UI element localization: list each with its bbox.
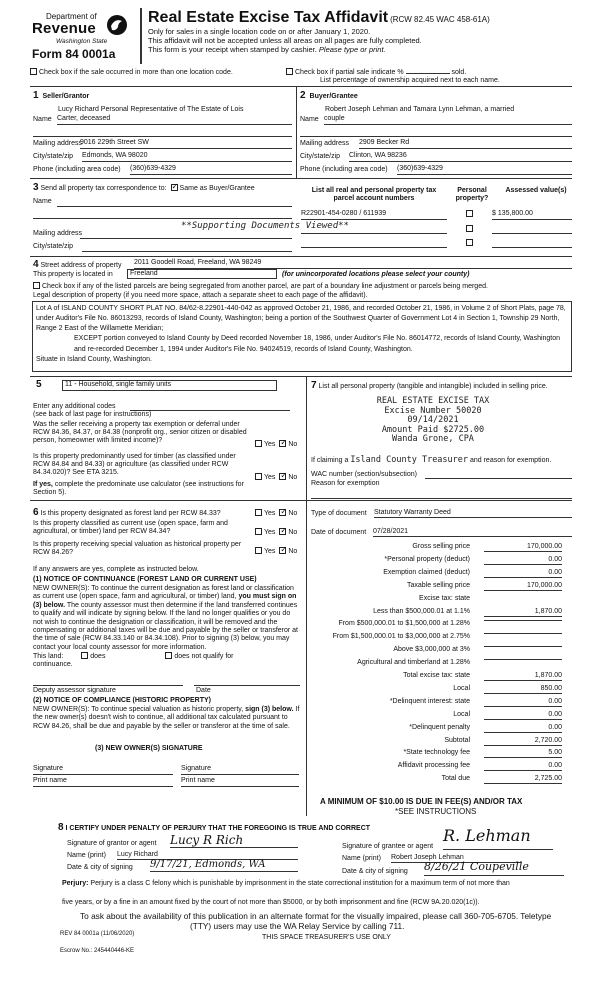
seller-heading: [33, 90, 89, 102]
section3-heading: [33, 182, 255, 194]
calc-row: [312, 543, 562, 554]
exemption-prefix: If claiming a: [311, 457, 349, 464]
multi-location-check-row: [30, 68, 233, 77]
assessed-col-header: Assessed value(s): [505, 187, 567, 194]
personal-property-checkbox-3[interactable]: [466, 239, 473, 246]
perjury-b: five years, or by a fine in an amount fixed by the court of not more than $5000, or by both imprisonment and fine (RCW 9A.20.020(1c)).: [62, 899, 480, 906]
calc-row-value[interactable]: 2,720.00: [484, 737, 562, 746]
seller-name-label: Name: [33, 116, 52, 123]
calc-row-label: Taxable selling price: [406, 581, 470, 589]
calc-row-value[interactable]: 0.00: [484, 724, 562, 733]
grantor-name-label: Name (print): [67, 852, 106, 859]
s6-q3-yes-checkbox[interactable]: [255, 547, 262, 554]
calc-row-label: Subtotal: [444, 736, 470, 744]
supporting-docs-stamp: **Supporting Documents Viewed**: [181, 221, 349, 231]
header-line2: This affidavit will not be accepted unless all areas on all pages are fully completed.: [148, 36, 422, 45]
calc-row-label: Above $3,000,000 at 3%: [393, 646, 470, 654]
assessed-value: $ 135,800.00: [492, 210, 533, 217]
header-line3-italic: Please type or print.: [318, 45, 386, 54]
see-instructions-note: *SEE INSTRUCTIONS: [395, 807, 477, 816]
seller-mailing: 9016 229th Street SW: [80, 139, 149, 146]
calc-row-value[interactable]: 0.00: [484, 698, 562, 707]
boundary-checkbox[interactable]: [33, 282, 40, 289]
legal-description-box[interactable]: [32, 301, 572, 372]
grantor-date-field[interactable]: [150, 859, 298, 872]
calc-row: [312, 646, 562, 657]
section3-city-field[interactable]: [82, 242, 292, 252]
stamp-line1: REAL ESTATE EXCISE TAX: [376, 396, 490, 406]
seller-num: 1: [33, 90, 39, 101]
new-owner-print-1-label: Print name: [33, 777, 67, 784]
calc-row: [312, 659, 562, 670]
certify-text: I CERTIFY UNDER PENALTY OF PERJURY THAT THE FOREGOING IS TRUE AND CORRECT: [65, 825, 371, 832]
stamp-line4: Amount Paid $2725.00: [381, 424, 485, 435]
assessed-row-1[interactable]: [492, 210, 572, 220]
buyer-name-line2: couple: [324, 115, 345, 122]
s5-q1: Was the seller receiving a property tax exemption or deferral under RCW 84.36, 84.37, or 84.38 (nonprofit org., senior citizen or disabled person, homeowner with limited income)?: [33, 421, 247, 445]
calc-row: [312, 749, 562, 760]
escrow-number: Escrow No.: 245440446-KE: [60, 948, 135, 954]
exemption-suffix: and reason for exemption.: [469, 457, 552, 464]
seller-name-field[interactable]: [57, 115, 292, 125]
calc-row: [312, 556, 562, 567]
buyer-name-label: Name: [300, 116, 319, 123]
personal-property-checkbox-1[interactable]: [466, 210, 473, 217]
s6-q1-yes-checkbox[interactable]: [255, 509, 262, 516]
section3-num: 3: [33, 182, 39, 193]
s6-q1-yes-label: Yes: [264, 510, 276, 517]
doc-type-label: Type of document: [311, 510, 367, 517]
buyer-city: Clinton, WA 98236: [349, 152, 407, 159]
section7-label: List all personal property (tangible and intangible) included in selling price.: [318, 383, 548, 390]
s6-q1-no-checkbox[interactable]: [279, 509, 286, 516]
located-label: This property is located in: [33, 271, 113, 278]
legal-p1: Lot A of ISLAND COUNTY SHORT PLAT NO. 84/62-8.22901-440-042 as approved October 21, 1986, and recorded October 21, 1986, in Volume 2 of Short Plats, page 78, under Auditor's File No. 86013293, records of Island County, Washington; being a portion of the Southwest Quarter of Government Lot 4 in Section 1, Township 29 North, Range 2 East of the Willamette Meridian;: [36, 305, 566, 333]
unincorp-note: (for unincorporated locations please select your county): [282, 271, 470, 278]
calc-row-label: Affidavit processing fee: [397, 762, 470, 770]
assessed-row-2[interactable]: [492, 224, 572, 234]
this-land-label: This land:: [33, 653, 64, 660]
calc-row-value[interactable]: [484, 620, 562, 621]
s6-q1-answers: [253, 509, 297, 518]
notice2-body: [33, 706, 301, 731]
calc-row-value[interactable]: [484, 646, 562, 647]
notice2-title: (2) NOTICE OF COMPLIANCE (HISTORIC PROPERTY): [33, 697, 211, 704]
calc-row-label: Exemption claimed (deduct): [383, 568, 470, 576]
buyer-city-field[interactable]: [349, 152, 572, 162]
s6-q3-answers: [253, 547, 297, 556]
calc-row: [312, 685, 562, 696]
same-as-buyer-checkbox[interactable]: [171, 184, 178, 191]
calc-row: [312, 582, 562, 593]
does-not-label: does not qualify for: [174, 653, 234, 660]
calc-row-label: *Personal property (deduct): [384, 555, 470, 563]
street-field[interactable]: [134, 259, 572, 269]
parcel-number: R22901-454-0280 / 611939: [301, 210, 387, 217]
deputy-date-label: Date: [196, 687, 211, 694]
doc-date-label: Date of document: [311, 529, 367, 536]
personal-col-header: Personal property?: [455, 187, 489, 203]
list-pct-note: List percentage of ownership acquired next to each name.: [320, 77, 500, 84]
header-line3-row: [148, 46, 386, 55]
street-label: Street address of property: [40, 262, 122, 269]
s6-q2-answers: [253, 528, 297, 537]
buyer-phone: (360)639-4329: [397, 165, 443, 172]
calc-row: [312, 711, 562, 722]
s6-q3-no-checkbox[interactable]: [279, 547, 286, 554]
calc-row-value[interactable]: 0.00: [484, 711, 562, 720]
buyer-phone-field[interactable]: [397, 165, 572, 175]
calc-row-value[interactable]: 2,725.00: [484, 775, 562, 784]
s6-q2-no-checkbox[interactable]: [279, 528, 286, 535]
seller-city: Edmonds, WA 98020: [82, 152, 148, 159]
parcel-row-2[interactable]: [301, 224, 447, 234]
calc-row-value[interactable]: 0.00: [484, 556, 562, 565]
buyer-phone-label: Phone (including area code): [300, 166, 388, 173]
this-land-row: [33, 652, 234, 661]
section7-num: 7: [311, 380, 317, 391]
section6-num: 6: [33, 507, 39, 518]
stamp-line3: 09/14/2021: [407, 415, 459, 426]
perjury-bold: Perjury:: [62, 880, 89, 887]
calc-row-label: Less than $500,000.01 at 1.1%: [373, 607, 470, 615]
form-title-row: [148, 9, 490, 27]
grantee-signature-field[interactable]: [443, 826, 553, 850]
calc-row-label: Total excise tax: state: [403, 672, 470, 679]
buyer-city-label: City/state/zip: [300, 153, 341, 160]
s6-q2: Is this property classified as current use (open space, farm and agricultural, or timber) land per RCW 84.34?: [33, 520, 228, 536]
calc-row-value[interactable]: 170,000.00: [484, 543, 562, 552]
reason-label: Reason for exemption: [311, 480, 380, 487]
certify-row: [58, 822, 370, 834]
header-line3: This form is your receipt when stamped by cashier.: [148, 45, 317, 54]
s5-q1-yes-checkbox[interactable]: [255, 440, 262, 447]
s6-q3: Is this property receiving special valuation as historical property per RCW 84.26?: [33, 541, 242, 557]
buyer-mailing-field[interactable]: [359, 139, 572, 149]
legal-p3: Situate in Island County, Washington.: [36, 355, 152, 363]
calc-row-value[interactable]: 5.00: [484, 749, 562, 758]
does-checkbox[interactable]: [81, 652, 88, 659]
legal-label: Legal description of property (if you need more space, attach a separate sheet to each page of the affidavit).: [33, 292, 368, 299]
calc-row-label: From $500,000.01 to $1,500,000 at 1.28%: [338, 620, 470, 628]
seller-heading-label: Seller/Grantor: [42, 93, 90, 100]
seller-name-line1: Lucy Richard Personal Representative of The Estate of Lois: [58, 106, 244, 113]
section3-mailing-label: Mailing address: [33, 230, 83, 237]
section3-text: Send all property tax correspondence to:: [40, 185, 167, 192]
seller-phone-field[interactable]: [130, 165, 292, 175]
boundary-row: [33, 282, 488, 291]
dept-line1: Department of: [46, 12, 97, 21]
doc-type-field[interactable]: [374, 509, 572, 518]
grantor-date-city: 9/17/21, Edmonds, WA: [150, 859, 266, 870]
s5-q2-no-label: No: [288, 474, 298, 481]
stamp-line2: Excise Number 50020: [384, 405, 482, 416]
new-owner-signature-2-line[interactable]: [181, 774, 299, 775]
calc-row: [312, 672, 562, 683]
dept-line2: Revenue: [32, 20, 96, 37]
s5-if-yes: [33, 481, 263, 497]
s6-if-any: If any answers are yes, complete as instructed below.: [33, 566, 199, 573]
calc-row-label: Total due: [441, 775, 470, 783]
notice1-b: The county assessor must then determine if the land transferred continues to qualify and will indicate by signing below. If the land no longer qualifies or you do not wish to continue the designation or classification, it will be removed and the compensating or additional taxes will be due and payable by the seller or transferor at the time of sale (RCW 84.33.140 or 84.34.108). Prior to signing (3) below, you may contact your local county assessor for more information.: [33, 601, 298, 651]
s5-if-yes-rest: complete the predominate use calculator (see instructions for Section 5).: [33, 481, 244, 497]
partial-sale-checkbox[interactable]: [286, 68, 293, 75]
parcel-row-1[interactable]: [301, 210, 447, 220]
calc-row: [312, 775, 562, 786]
calc-row-label: Excise tax: state: [419, 594, 470, 602]
grantee-date-city: 8/26/21 Coupeville: [424, 860, 529, 873]
s6-q1: Is this property designated as forest land per RCW 84.33?: [40, 510, 221, 517]
buyer-heading: [300, 90, 358, 102]
header-line1: Only for sales in a single location code on or after January 1, 2020.: [148, 27, 371, 36]
notice2-bold: sign (3) below.: [245, 706, 294, 713]
calc-row-value[interactable]: [484, 633, 562, 634]
grantee-signature: R. Lehman: [443, 826, 531, 845]
s5-q2-yes-label: Yes: [264, 474, 276, 481]
s6-q2-yes-label: Yes: [264, 529, 276, 536]
s5-q1-no-label: No: [288, 441, 298, 448]
stamp-line6: Island County Treasurer: [350, 455, 469, 465]
s5-q2: Is this property predominantly used for timber (as classified under RCW 84.84 and 84.33) or agriculture (as classified under RCW 84.34.020)? See ETA 3215.: [33, 453, 236, 477]
calc-row: [312, 608, 562, 619]
buyer-name-field[interactable]: [324, 115, 572, 125]
section8-num: 8: [58, 822, 64, 833]
s5-if-yes-bold: If yes,: [33, 481, 53, 488]
calc-row-value[interactable]: [484, 659, 562, 660]
section7-text: [311, 380, 573, 392]
wac-label: WAC number (section/subsection): [311, 471, 417, 478]
s5-q1-answers: [253, 440, 297, 449]
personal-property-checkbox-2[interactable]: [466, 225, 473, 232]
section3-name-label: Name: [33, 198, 52, 205]
seller-city-field[interactable]: [82, 152, 292, 162]
wa-logo-icon: [106, 14, 128, 36]
doc-type-value: Statutory Warranty Deed: [374, 509, 451, 516]
grantee-name-label: Name (print): [342, 855, 381, 862]
section3-mailing-field[interactable]: [80, 229, 292, 239]
stamp-line5: Wanda Grone, CPA: [392, 434, 474, 445]
notice2-b: If the new owner(s) doesn't wish to continue, all additional tax calculated pursuant to RCW 84.26, shall be due and payable by the seller or transferor at the time of sale.: [33, 706, 300, 730]
calc-row-label: Gross selling price: [412, 543, 470, 550]
grantor-signature: Lucy R Rich: [170, 833, 244, 847]
seller-mailing-label: Mailing address: [33, 140, 83, 147]
excise-paid-stamp: [338, 397, 528, 445]
ask-line1: To ask about the availability of this publication in an alternate format for the visually impaired, please call 360-705-6705. Teletype: [80, 911, 552, 921]
see-back-note: (see back of last page for instructions): [33, 411, 152, 418]
ask-line2: (TTY) users may use the WA Relay Service by calling 711.: [190, 921, 405, 931]
notice3-title: (3) NEW OWNER(S) SIGNATURE: [95, 745, 203, 752]
street-address: 2011 Goodell Road, Freeland, WA 98249: [134, 259, 262, 266]
continuance-label: continuance.: [33, 661, 73, 668]
grantee-date-label: Date & city of signing: [342, 868, 408, 875]
form-title: Real Estate Excise Tax Affidavit: [148, 9, 389, 26]
rev-number: REV 84 0001a (11/06/2020): [60, 931, 135, 937]
use-code-value: 11 - Household, single family units: [65, 381, 172, 388]
minimum-note: A MINIMUM OF $10.00 IS DUE IN FEE(S) AND/OR TAX: [320, 797, 523, 806]
grantor-signature-field[interactable]: [170, 834, 298, 848]
dept-line3: Washington State: [56, 38, 108, 45]
calc-row-value[interactable]: 850.00: [484, 685, 562, 694]
assessed-row-3[interactable]: [492, 238, 572, 248]
calc-row-label: Local: [453, 684, 470, 692]
section5-num: 5: [36, 379, 42, 390]
s6-q3-no-label: No: [288, 548, 298, 555]
perjury-a: Perjury is a class C felony which is punishable by imprisonment in the state correctional institution for a maximum term of not more than: [90, 880, 510, 887]
located-select[interactable]: [127, 269, 277, 279]
grantor-sig-label: Signature of grantor or agent: [67, 840, 157, 847]
perjury-line1: [62, 880, 572, 888]
doc-date-field[interactable]: [373, 528, 572, 537]
enter-codes-label: Enter any additional codes: [33, 403, 116, 410]
located-value: Freeland: [130, 270, 158, 277]
s5-q1-no-checkbox[interactable]: [279, 440, 286, 447]
seller-name-line2: Carter, deceased: [57, 115, 111, 122]
s5-q2-no-checkbox[interactable]: [279, 473, 286, 480]
grantor-name: Lucy Richard: [117, 851, 158, 858]
calc-row-value[interactable]: 0.00: [484, 569, 562, 578]
buyer-heading-label: Buyer/Grantee: [309, 93, 358, 100]
section3-name-field[interactable]: [57, 197, 292, 207]
buyer-num: 2: [300, 90, 306, 101]
new-owner-print-2-label: Print name: [181, 777, 215, 784]
calc-row: [312, 633, 562, 644]
calc-row-value[interactable]: 170,000.00: [484, 582, 562, 591]
use-code-select[interactable]: [62, 380, 277, 391]
boundary-label: Check box if any of the listed parcels are being segregated from another parcel, are part of a boundary line adjustment or parcels being merged.: [42, 283, 488, 290]
calc-row: [312, 724, 562, 735]
seller-phone: (360)639-4329: [130, 165, 176, 172]
parcels-col-header: List all real and personal property tax parcel account numbers: [311, 187, 437, 203]
grantor-date-label: Date & city of signing: [67, 864, 133, 871]
parcel-row-3[interactable]: [301, 238, 447, 248]
street-row: [33, 259, 121, 271]
wac-field[interactable]: [425, 470, 572, 479]
s6-q2-no-label: No: [288, 529, 298, 536]
s5-q2-yes-checkbox[interactable]: [255, 473, 262, 480]
calc-row-value[interactable]: 1,870.00: [484, 608, 562, 617]
calc-row-label: From $1,500,000.01 to $3,000,000 at 2.75%: [332, 633, 470, 641]
sold-label: sold.: [451, 69, 467, 76]
multi-location-label: Check box if the sale occurred in more than one location code.: [39, 69, 233, 76]
doc-date-value: 07/28/2021: [373, 528, 409, 535]
notice2-a: NEW OWNER(S): To continue special valuation as historic property,: [33, 706, 244, 713]
calc-row: [312, 620, 562, 631]
does-not-checkbox[interactable]: [165, 652, 172, 659]
notice1-body: [33, 585, 301, 652]
s6-q2-yes-checkbox[interactable]: [255, 528, 262, 535]
seller-phone-label: Phone (including area code): [33, 166, 121, 173]
multi-location-checkbox[interactable]: [30, 68, 37, 75]
seller-mailing-field[interactable]: [80, 139, 292, 149]
notice1-title: (1) NOTICE OF CONTINUANCE (FOREST LAND OR CURRENT USE): [33, 576, 257, 583]
new-owner-signature-2-label: Signature: [181, 765, 211, 772]
additional-codes-field[interactable]: [130, 402, 290, 411]
grantee-name: Robert Joseph Lehman: [391, 854, 464, 861]
does-label: does: [90, 653, 106, 660]
notice1-bold: you must sign on (3) below.: [33, 593, 297, 609]
section3-city-label: City/state/zip: [33, 243, 74, 250]
buyer-mailing: 2909 Becker Rd: [359, 139, 410, 146]
calc-row-value[interactable]: 1,870.00: [484, 672, 562, 681]
notice1-a: NEW OWNER(S): To continue the current designation as forest land or classification as current use (open space, farm and agricultural, or timber) land,: [33, 585, 294, 601]
seller-city-label: City/state/zip: [33, 153, 74, 160]
s6-q3-yes-label: Yes: [264, 548, 276, 555]
buyer-name-line1: Robert Joseph Lehman and Tamara Lynn Lehman, a married: [325, 106, 515, 113]
section4-num: 4: [33, 259, 39, 270]
calc-row: [312, 698, 562, 709]
deputy-signature-label: Deputy assessor signature: [33, 687, 116, 694]
s6-q1-no-label: No: [288, 510, 298, 517]
s5-q1-yes-label: Yes: [264, 441, 276, 448]
partial-sale-pct-input[interactable]: [406, 73, 450, 74]
calc-row-label: *Delinquent interest: state: [389, 697, 470, 705]
same-as-buyer-label: Same as Buyer/Grantee: [179, 185, 255, 192]
calc-row: [312, 762, 562, 773]
calc-row-label: Agricultural and timberland at 1.28%: [357, 659, 470, 667]
form-rcw: (RCW 82.45 WAC 458-61A): [390, 15, 490, 24]
partial-sale-label: Check box if partial sale indicate %: [295, 69, 404, 76]
partial-sale-check-row: [286, 68, 466, 77]
calc-row: [312, 595, 562, 606]
legal-p2: EXCEPT portion conveyed to Island County by Deed recorded November 18, 1986, under Auditor's File No. 86014772, records of Island County, Washington and re-recorded December 1, 1994 under Auditor's File No. 94024519, records of Island County, Washington.: [74, 335, 561, 353]
s6-q1-row: [33, 507, 221, 519]
treasurer-use: THIS SPACE TREASURER'S USE ONLY: [262, 934, 391, 941]
calc-row: [312, 569, 562, 580]
calc-row: [312, 737, 562, 748]
form-number: Form 84 0001a: [32, 47, 116, 61]
calc-row-label: *State technology fee: [403, 749, 470, 757]
calc-row-label: Local: [453, 710, 470, 718]
exemption-row: [311, 456, 551, 466]
reason-field[interactable]: [311, 490, 572, 499]
buyer-mailing-label: Mailing address: [300, 140, 350, 147]
grantee-date-field[interactable]: [424, 860, 564, 876]
calc-row-value[interactable]: 0.00: [484, 762, 562, 771]
calc-row-label: *Delinquent penalty: [409, 723, 470, 731]
new-owner-signature-1-line[interactable]: [33, 774, 173, 775]
new-owner-signature-1-label: Signature: [33, 765, 63, 772]
grantee-sig-label: Signature of grantee or agent: [342, 843, 434, 850]
